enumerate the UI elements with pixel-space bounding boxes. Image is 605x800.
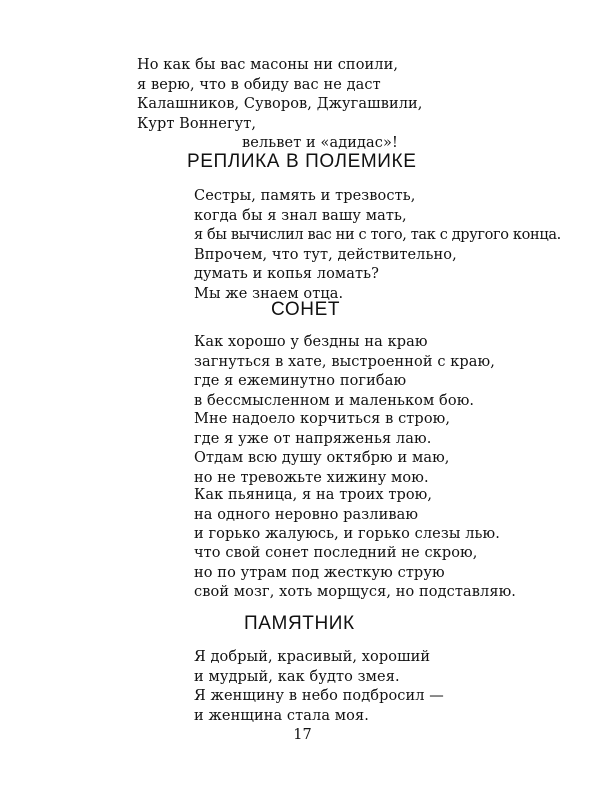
poem-line: и мудрый, как будто змея. [194, 668, 400, 685]
replika-stanza [194, 187, 561, 304]
poem-line: Впрочем, что тут, действительно, [194, 246, 457, 263]
poem-line: и горько жалуюсь, и горько слезы лью. [194, 526, 500, 542]
poem-line: Мы же знаем отца. [194, 285, 344, 302]
poem-line: Я женщину в небо подбросил — [194, 688, 444, 704]
poem-line: думать и копья ломать? [194, 266, 380, 282]
sonet-stanza-1 [194, 333, 495, 411]
page-number: 17 [293, 727, 312, 743]
poem-line: свой мозг, хоть морщуся, но подставляю. [194, 584, 517, 600]
poem-line: Отдам всю душу октябрю и маю, [194, 450, 450, 466]
poem-title-replika: РЕПЛИКА В ПОЛЕМИКЕ [187, 151, 417, 172]
poem-line: в бессмысленном и маленьком бою. [194, 392, 475, 409]
intro-stanza [137, 56, 423, 154]
poem-line: Как хорошо у бездны на краю [194, 334, 428, 350]
poem-line: вельвет и «адидас»! [242, 135, 398, 151]
poem-line: Я добрый, красивый, хороший [194, 649, 431, 665]
pamyatnik-stanza [194, 648, 444, 726]
poem-line: когда бы я знал вашу мать, [194, 207, 407, 224]
poem-line: но по утрам под жесткую струю [194, 564, 445, 581]
poem-line: я бы вычислил вас ни с того, так с другого конца. [194, 227, 561, 243]
poem-line: и женщина стала моя. [194, 707, 369, 724]
poem-line: я верю, что в обиду вас не даст [137, 76, 381, 93]
poem-title-sonet: СОНЕТ [271, 299, 341, 320]
poem-line: но не тревожьте хижину мою. [194, 469, 429, 486]
poem-line: Калашников, Суворов, Джугашвили, [137, 96, 423, 112]
poem-line: Как пьяница, я на троих трою, [194, 487, 433, 503]
poem-title-pamyatnik: ПАМЯТНИК [244, 613, 355, 634]
poem-line: Курт Воннегут, [137, 115, 257, 132]
poem-line: на одного неровно разливаю [194, 506, 419, 523]
poem-line: где я уже от напряженья лаю. [194, 430, 432, 447]
poem-line: Сестры, память и трезвость, [194, 188, 416, 204]
sonet-stanza-2 [194, 410, 450, 488]
poem-line: что свой сонет последний не скрою, [194, 545, 478, 561]
sonet-stanza-3 [194, 486, 500, 545]
poem-line: загнуться в хате, выстроенной с краю, [194, 353, 495, 370]
poem-line: Но как бы вас масоны ни споили, [137, 57, 399, 73]
sonet-stanza-4 [194, 544, 516, 603]
poem-line: где я ежеминутно погибаю [194, 373, 407, 389]
poem-line: Мне надоело корчиться в строю, [194, 411, 451, 427]
